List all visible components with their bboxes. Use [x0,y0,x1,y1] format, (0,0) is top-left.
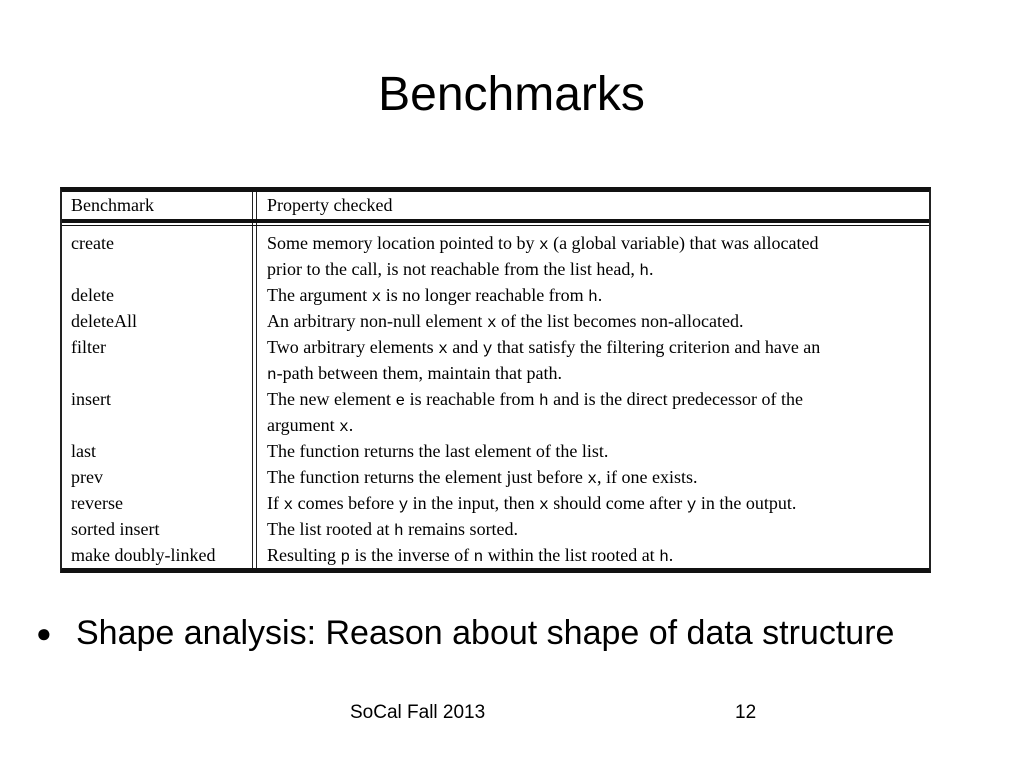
text-segment: Two arbitrary elements [267,337,439,357]
text-segment: , if one exists. [597,467,698,487]
text-segment: in the output. [696,493,797,513]
text-segment: and is the direct predecessor of the [548,389,804,409]
text-segment: . [597,285,603,305]
benchmark-name: delete [71,285,114,305]
benchmark-name: reverse [71,493,123,513]
text-segment: is no longer reachable from [381,285,589,305]
property-description-line [267,516,518,544]
benchmark-name: prev [71,467,103,487]
code-token: h [539,392,549,410]
text-segment: remains sorted. [403,519,519,539]
benchmark-name: last [71,441,96,461]
benchmark-name: filter [71,337,106,357]
property-description-line [267,334,820,362]
code-token: x [538,236,549,254]
benchmark-name: make doubly-linked [71,545,216,565]
text-segment: that satisfy the filtering criterion and have an [492,337,821,357]
code-token: h [393,522,404,540]
column-divider [256,192,257,568]
code-token: x [486,314,497,332]
property-description-line [267,308,743,336]
bullet-marker: ● [36,618,52,648]
text-segment: . [668,545,674,565]
code-token: x [283,496,294,514]
code-token: n [267,366,277,384]
property-description-line [267,282,602,310]
text-segment: argument [267,415,340,435]
property-description-line [267,256,653,284]
text-segment: in the input, then [408,493,540,513]
property-description-line [267,490,796,518]
text-segment: Some memory location pointed to by [267,233,539,253]
slide-title: Benchmarks [378,68,645,121]
text-segment: If [267,493,284,513]
code-token: y [398,496,409,514]
text-segment: . [348,415,354,435]
benchmark-name: create [71,233,114,253]
text-segment: The argument [267,285,372,305]
text-segment: The function returns the last element of the list. [267,441,609,461]
code-token: x [539,496,549,514]
code-token: h [659,548,669,566]
text-segment: (a global variable) that was allocated [548,233,819,253]
benchmark-name: insert [71,389,111,409]
property-description-line [267,412,353,440]
text-segment: within the list rooted at [483,545,660,565]
table-header-row [62,192,929,223]
table-header-benchmark: Benchmark [71,195,154,215]
code-token: x [587,470,597,488]
property-description-line [267,542,673,570]
text-segment: An arbitrary non-null element [267,311,487,331]
text-segment: is reachable from [405,389,539,409]
property-description-line [267,438,608,464]
code-token: x [371,288,382,306]
text-segment: should come after [548,493,687,513]
text-segment: Resulting [267,545,341,565]
code-token: p [340,548,351,566]
text-segment: The function returns the element just before [267,467,588,487]
text-segment: of the list becomes non-allocated. [496,311,744,331]
code-token: h [588,288,598,306]
text-segment: The new element [267,389,396,409]
benchmarks-table [60,187,931,573]
text-segment: . [648,259,654,279]
text-segment: -path between them, maintain that path. [276,363,563,383]
text-segment: prior to the call, is not reachable from the list head, [267,259,640,279]
text-segment: comes before [293,493,399,513]
page-number: 12 [735,702,757,723]
code-token: x [438,340,448,358]
property-description-line [267,386,803,414]
benchmark-name: sorted insert [71,519,160,539]
text-segment: The list rooted at [267,519,394,539]
bullet-item: Shape analysis: Reason about shape of data structure [76,614,895,652]
text-segment: and [447,337,483,357]
property-description-line [267,230,818,258]
code-token: y [482,340,493,358]
code-token: y [686,496,697,514]
code-token: x [339,418,349,436]
footer-label: SoCal Fall 2013 [350,702,486,723]
text-segment: is the inverse of [350,545,474,565]
property-description-line [267,360,562,388]
property-description-line [267,464,698,492]
code-token: n [473,548,484,566]
benchmark-name: deleteAll [71,311,137,331]
code-token: e [395,392,406,410]
code-token: h [639,262,649,280]
column-divider [252,192,253,568]
table-header-property: Property checked [267,195,393,215]
